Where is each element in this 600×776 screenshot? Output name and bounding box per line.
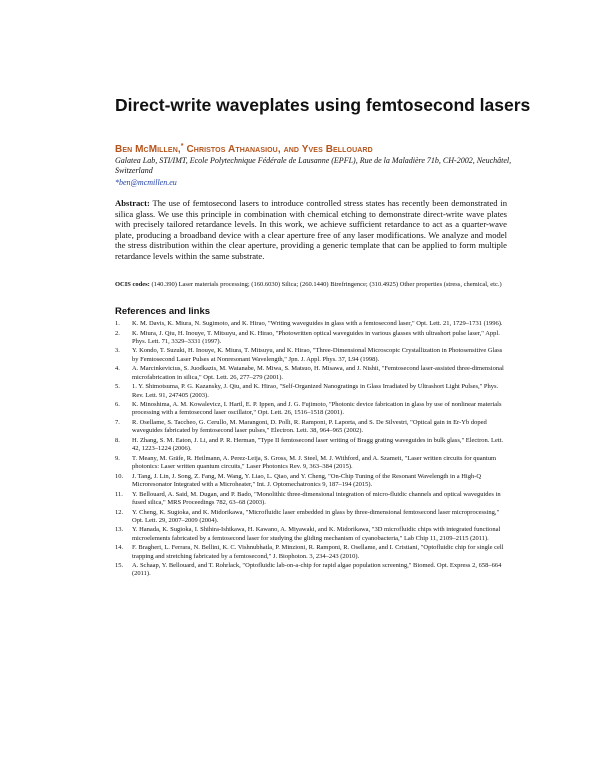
reference-number: 12. xyxy=(115,508,124,516)
reference-text: Y. Cheng, K. Sugioka, and K. Midorikawa, "Microfluidic laser embedded in glass by three-dimensional femtosecond laser microprocessing," Opt. Lett. 29, 2007–2009 (2004). xyxy=(132,508,500,524)
author-others: Christos Athanasiou, and Yves Bellouard xyxy=(183,143,373,155)
reference-text: Y. Bellouard, A. Said, M. Dugan, and P. Bado, "Monolithic three-dimensional integration of micro-fluidic channels and optical waveguides in fused silica," MRS Proceedings 782, 63–68 (2003). xyxy=(132,490,501,506)
reference-number: 11. xyxy=(115,490,123,498)
reference-item xyxy=(115,437,510,454)
reference-number: 5. xyxy=(115,383,120,391)
reference-item xyxy=(115,383,510,400)
ocis-label: OCIS codes: xyxy=(115,281,150,288)
reference-item xyxy=(115,491,510,508)
reference-number: 10. xyxy=(115,472,124,480)
affiliation: Galatea Lab, STI/IMT, Ecole Polytechnique Fédérale de Lausanne (EPFL), Rue de la Maladière 71b, CH-2002, Neuchâtel, Switzerland xyxy=(115,156,512,175)
reference-text: H. Zhang, S. M. Eaton, J. Li, and P. R. Herman, "Type II femtosecond laser writing of Bragg grating waveguides in bulk glass," Electron. Lett. 42, 1223–1224 (2006). xyxy=(132,436,504,453)
author-primary: Ben McMillen, xyxy=(115,143,181,155)
reference-number: 4. xyxy=(115,365,120,373)
reference-item xyxy=(115,347,510,364)
corresponding-mark: * xyxy=(180,142,184,150)
reference-text: 1. Y. Shimotsuma, P. G. Kazansky, J. Qiu, and K. Hirao, "Self-Organized Nanogratings in Glass Irradiated by Ultrashort Light Pulses," Phys. Rev. Lett. 91, 247405 (2003). xyxy=(132,383,499,399)
reference-text: T. Meany, M. Gräfe, R. Heilmann, A. Perez-Leija, S. Gross, M. J. Steel, M. J. Withford, and A. Szameit, "Laser written circuits for quantum photonics: Laser written quantum circuits," Laser Photonics Rev. 9, 363–384 (2015). xyxy=(132,454,497,471)
abstract xyxy=(115,198,507,262)
reference-number: 9. xyxy=(115,454,120,462)
reference-item xyxy=(115,562,510,579)
paper-title: Direct-write waveplates using femtosecond lasers xyxy=(115,95,531,115)
abstract-text: The use of femtosecond lasers to introduce controlled stress states has recently been demonstrated in silica glass. We use this principle in combination with chemical etching to demonstrate direct-write wave plates with precisely tailored retardance levels. In this work, we achieve sufficient retardance to act as a quarter-wave plate, producing a broadband device with a clear aperture free of any laser modifications. We analyze and model the stress distribution within the clear aperture, providing a generic template that can be applied to form multiple retardance levels within the same substrate. xyxy=(115,198,507,261)
reference-text: Y. Hanada, K. Sugioka, I. Shihira-Ishikawa, H. Kawano, A. Miyawaki, and K. Midorikawa, "3D microfluidic chips with integrated functional microelements fabricated by a femtosecond laser for studying the gliding mechanism of cyanobacteria," Lab Chip 11, 2109–2115 (2011). xyxy=(132,526,501,542)
reference-item xyxy=(115,544,510,561)
reference-text: J. Tang, J. Lin, J. Song, Z. Fang, M. Wang, Y. Liao, L. Qiao, and Y. Cheng, "On-Chip Tuning of the Resonant Wavelength in a High-Q Microresonator Integrated with a Microheater," Int. J. Optomechatronics 9, 187–194 (2015). xyxy=(132,472,482,489)
reference-number: 1. xyxy=(115,320,120,327)
reference-list xyxy=(115,320,510,580)
reference-text: R. Osellame, S. Taccheo, G. Cerullo, M. Marangoni, D. Polli, R. Ramponi, P. Laporta, and S. De Silvestri, "Optical gain in Er-Yb doped waveguides fabricated by femtosecond laser pulses," Electron. Lett. 38, 964–965 (2002). xyxy=(132,419,487,435)
reference-item xyxy=(115,509,510,526)
references-heading: References and links xyxy=(115,306,211,317)
reference-text: Y. Kondo, T. Suzuki, H. Inouye, K. Miura, T. Mitsuyu, and K. Hirao, "Three-Dimensional Microscopic Crystallization in Photosensitive Glass by Femtosecond Laser Pulses at Nonresonant Wavelength," Jpn. J. Appl. Phys. 37, L94 (1998). xyxy=(132,347,503,363)
reference-number: 6. xyxy=(115,401,120,409)
reference-number: 13. xyxy=(115,526,124,534)
reference-item xyxy=(115,401,510,418)
ocis-text: (140.390) Laser materials processing; (160.6030) Silica; (260.1440) Birefringence; (310.4925) Other properties (stress, chemical, etc.) xyxy=(149,281,502,288)
author-list xyxy=(115,142,535,155)
reference-item xyxy=(115,365,510,382)
reference-number: 14. xyxy=(115,544,124,552)
reference-number: 8. xyxy=(115,436,120,444)
reference-text: K. M. Davis, K. Miura, N. Sugimoto, and K. Hirao, "Writing waveguides in glass with a femtosecond laser," Opt. Lett. 21, 1729–1731 (1996). xyxy=(132,320,503,327)
reference-text: A. Marcinkevicius, S. Juodkazis, M. Watanabe, M. Miwa, S. Matsuo, H. Misawa, and J. Nishii, "Femtosecond laser-assisted three-dimensional microfabrication in silica," Opt. Lett. 26, 277–279 (2001). xyxy=(132,365,504,381)
reference-item xyxy=(115,419,510,436)
reference-number: 15. xyxy=(115,562,124,570)
reference-item xyxy=(115,455,510,472)
reference-text: K. Miura, J. Qiu, H. Inouye, T. Mitsuyu, and K. Hirao, "Photowritten optical waveguides in various glasses with ultrashort pulse laser," Appl. Phys. Lett. 71, 3329–3331 (1997). xyxy=(132,329,500,345)
ocis-codes xyxy=(115,281,507,290)
reference-text: F. Bragheri, L. Ferrara, N. Bellini, K. C. Vishnubhatla, P. Minzioni, R. Ramponi, R. Osellame, and I. Cristiani, "Optofluidic chip for single cell trapping and stretching fabricated by a femtosecond," J. Biophoton. 3, 234–243 (2010). xyxy=(132,544,504,560)
reference-item xyxy=(115,526,510,543)
reference-number: 7. xyxy=(115,419,120,427)
reference-item xyxy=(115,330,510,347)
reference-text: K. Minoshima, A. M. Kowalevicz, I. Hartl, E. P. Ippen, and J. G. Fujimoto, "Photonic device fabrication in glass by use of nonlinear materials processing with a femtosecond laser oscillator," Opt. Lett. 26, 1516–1518 (2001). xyxy=(132,401,502,417)
reference-number: 2. xyxy=(115,329,120,337)
reference-item xyxy=(115,473,510,490)
reference-text: A. Schaap, Y. Bellouard, and T. Rohrlack, "Optofluidic lab-on-a-chip for rapid algae population screening," Biomed. Opt. Express 2, 658–664 (2011). xyxy=(132,562,502,578)
contact-email[interactable]: *ben@mcmillen.eu xyxy=(115,178,177,187)
abstract-label: Abstract: xyxy=(115,198,150,208)
reference-item xyxy=(115,320,510,328)
reference-number: 3. xyxy=(115,347,120,355)
